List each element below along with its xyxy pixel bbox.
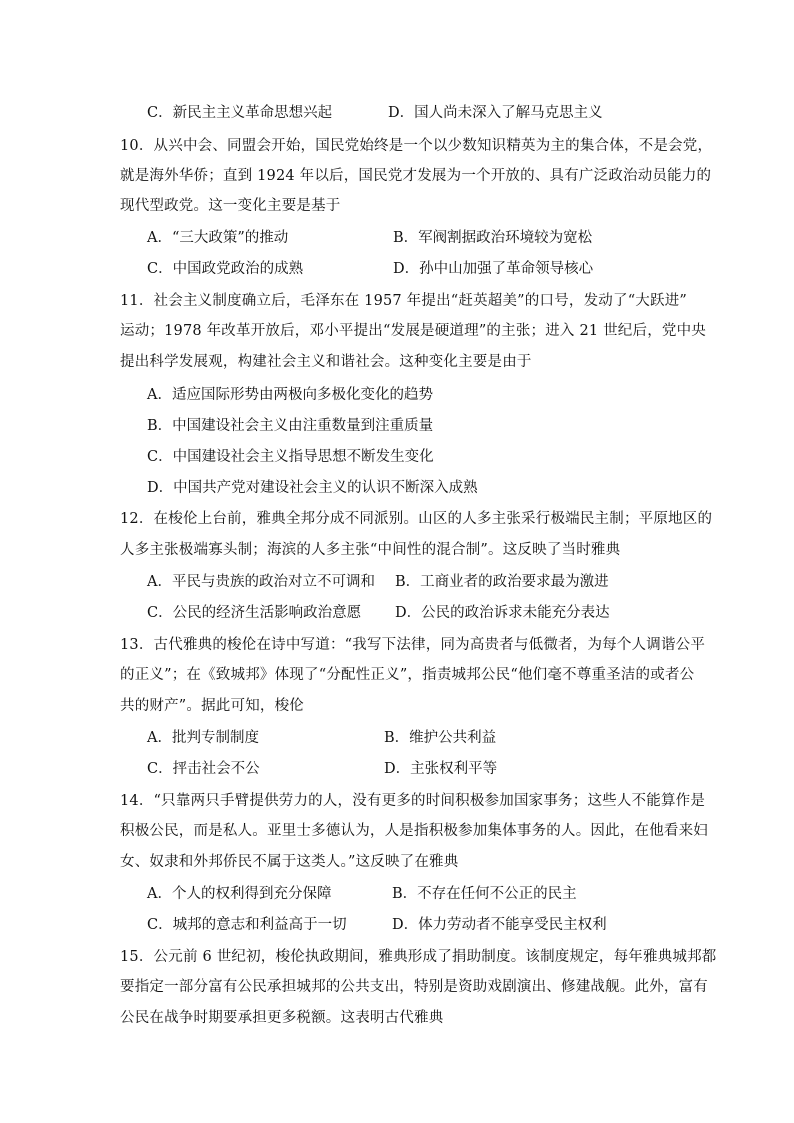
q12-option-c[interactable]: C．公民的经济生活影响政治意愿 bbox=[147, 605, 362, 621]
q14-option-c[interactable]: C．城邦的意志和利益高于一切 bbox=[147, 917, 347, 933]
q11-option-d[interactable]: D．中国共产党对建设社会主义的认识不断深入成熟 bbox=[147, 480, 478, 496]
q12-option-d[interactable]: D．公民的政治诉求未能充分表达 bbox=[395, 605, 610, 621]
q13-stem-line-2: 的正义”；在《致城邦》体现了“分配性正义”，指责城邦公民“他们毫不尊重圣洁的或者公 bbox=[120, 667, 695, 683]
q14-stem-line-3: 女、奴隶和外邦侨民不属于这类人。”这反映了在雅典 bbox=[120, 854, 459, 870]
q12-option-a[interactable]: A．平民与贵族的政治对立不可调和 bbox=[147, 574, 375, 590]
q13-option-c[interactable]: C．抨击社会不公 bbox=[147, 761, 260, 777]
q11-stem-line-1: 11．社会主义制度确立后，毛泽东在 1957 年提出“赶英超美”的口号，发动了“大跃进” bbox=[120, 293, 688, 309]
q13-stem-line-1: 13．古代雅典的梭伦在诗中写道：“我写下法律，同为高贵者与低微者，为每个人调谐公平 bbox=[120, 637, 706, 653]
q15-stem-line-3: 公民在战争时期要承担更多税额。这表明古代雅典 bbox=[120, 1010, 444, 1026]
q11-stem-line-3: 提出科学发展观，构建社会主义和谐社会。这种变化主要是由于 bbox=[120, 354, 532, 370]
q11-option-c[interactable]: C．中国建设社会主义指导思想不断发生变化 bbox=[147, 449, 434, 465]
q10-stem-line-1: 10．从兴中会、同盟会开始，国民党始终是一个以少数知识精英为主的集合体，不是会党， bbox=[120, 138, 713, 154]
q11-option-a[interactable]: A．适应国际形势由两极向多极化变化的趋势 bbox=[147, 387, 433, 403]
q13-stem-line-3: 共的财产”。据此可知，梭伦 bbox=[120, 698, 305, 714]
q14-stem-line-2: 积极公民，而是私人。亚里士多德认为，人是指积极参加集体事务的人。因此，在他看来妇 bbox=[120, 823, 708, 839]
q9-option-c[interactable]: C．新民主主义革命思想兴起 bbox=[147, 105, 333, 121]
q14-option-b[interactable]: B．不存在任何不公正的民主 bbox=[392, 886, 577, 902]
q14-stem-line-1: 14．“只靠两只手臂提供劳力的人，没有更多的时间积极参加国家事务；这些人不能算作是 bbox=[120, 793, 706, 809]
q12-stem-line-2: 人多主张极端寡头制；海滨的人多主张“中间性的混合制”。这反映了当时雅典 bbox=[120, 542, 621, 558]
q9-option-d[interactable]: D．国人尚未深入了解马克思主义 bbox=[388, 105, 603, 121]
q13-option-b[interactable]: B．维护公共利益 bbox=[384, 730, 497, 746]
q12-stem-line-1: 12．在梭伦上台前，雅典全邦分成不同派别。山区的人多主张采行极端民主制；平原地区的 bbox=[120, 511, 713, 527]
q15-stem-line-2: 要指定一部分富有公民承担城邦的公共支出，特别是资助戏剧演出、修建战舰。此外，富有 bbox=[120, 979, 708, 995]
q11-stem-line-2: 运动；1978 年改革开放后，邓小平提出“发展是硬道理”的主张；进入 21 世纪后，党中央 bbox=[120, 323, 707, 339]
q13-option-a[interactable]: A．批判专制制度 bbox=[147, 730, 259, 746]
q14-option-a[interactable]: A．个人的权利得到充分保障 bbox=[147, 886, 332, 902]
q11-option-b[interactable]: B．中国建设社会主义由注重数量到注重质量 bbox=[147, 418, 434, 434]
q14-option-d[interactable]: D．体力劳动者不能享受民主权利 bbox=[392, 917, 607, 933]
q10-option-b[interactable]: B．军阀割据政治环境较为宽松 bbox=[393, 230, 593, 246]
q15-stem-line-1: 15．公元前 6 世纪初，梭伦执政期间，雅典形成了捐助制度。该制度规定，每年雅典城邦都 bbox=[120, 949, 717, 965]
q12-option-b[interactable]: B．工商业者的政治要求最为激进 bbox=[395, 574, 609, 590]
q10-option-c[interactable]: C．中国政党政治的成熟 bbox=[147, 261, 304, 277]
q10-stem-line-3: 现代型政党。这一变化主要是基于 bbox=[120, 198, 341, 214]
q10-option-a[interactable]: A．“三大政策”的推动 bbox=[147, 230, 289, 246]
q13-option-d[interactable]: D．主张权利平等 bbox=[384, 761, 498, 777]
q10-option-d[interactable]: D．孙中山加强了革命领导核心 bbox=[393, 261, 594, 277]
q10-stem-line-2: 就是海外华侨；直到 1924 年以后，国民党才发展为一个开放的、具有广泛政治动员能力的 bbox=[120, 168, 712, 184]
